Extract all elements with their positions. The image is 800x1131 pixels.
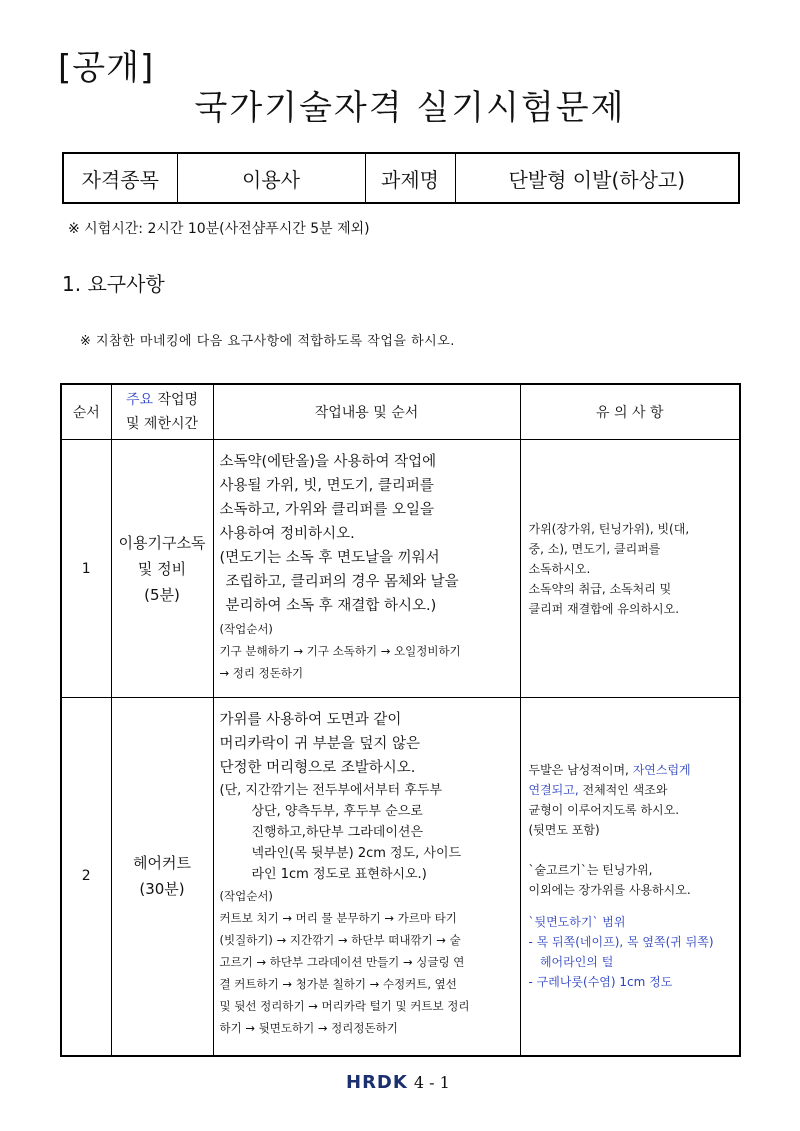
note-text: 두발은 남성적이며, bbox=[528, 763, 633, 778]
content-line: 단정한 머리형으로 조발하시오. bbox=[219, 760, 416, 776]
content-line: 사용하여 정비하시오. bbox=[219, 526, 355, 542]
note-line bbox=[529, 760, 732, 780]
content-line: 및 뒷선 정리하기 → 머리카락 털기 및 커트보 정리 bbox=[219, 999, 470, 1013]
row-content bbox=[213, 440, 520, 698]
content-line: 결 커트하기 → 청가분 칠하기 → 수정커트, 옆선 bbox=[219, 977, 457, 991]
row-notes bbox=[520, 698, 740, 1056]
task-name-line: 이용기구소독 bbox=[118, 533, 206, 552]
note-line: `뒷면도하기` 범위 bbox=[528, 915, 626, 930]
note-line: 소독약의 취급, 소독처리 및 bbox=[528, 581, 672, 596]
note-line: 헤어라인의 털 bbox=[528, 955, 614, 970]
document-title: 국가기술자격 실기시험문제 bbox=[194, 88, 626, 128]
task-label: 과제명 bbox=[365, 153, 455, 203]
content-line: (작업순서) bbox=[219, 622, 273, 636]
content-line: (단, 지간깎기는 전두부에서부터 후두부 bbox=[219, 783, 443, 798]
note-highlight: 연결되고, bbox=[528, 783, 579, 798]
content-line: (빗질하기) → 지간깎기 → 하단부 떠내깎기 → 숱 bbox=[219, 933, 461, 947]
task-value: 단발형 이발(하상고) bbox=[455, 153, 739, 203]
task-name-line: 및 정비 bbox=[137, 559, 187, 578]
field-label: 자격종목 bbox=[63, 153, 177, 203]
field-value: 이용사 bbox=[177, 153, 365, 203]
table-row bbox=[61, 440, 740, 698]
note-line: (뒷면도 포함) bbox=[528, 823, 600, 838]
header-main-line2: 및 제한시간 bbox=[125, 416, 199, 432]
requirements-table bbox=[60, 383, 741, 1057]
note-line bbox=[529, 840, 732, 860]
page-number: 4 - 1 bbox=[413, 1073, 450, 1092]
instruction-text: ※ 지참한 마네킹에 다음 요구사항에 적합하도록 작업을 하시오. bbox=[80, 334, 455, 349]
content-line: 진행하고,하단부 그라데이션은 bbox=[251, 825, 424, 840]
task-name-line: (5분) bbox=[144, 585, 180, 604]
row-order: 2 bbox=[61, 698, 111, 1056]
content-line: 상단, 양측두부, 후두부 순으로 bbox=[251, 804, 423, 819]
note-line: 이외에는 장가위를 사용하시오. bbox=[528, 883, 691, 898]
header-main-rest: 작업명 bbox=[153, 392, 199, 408]
table-header-row bbox=[61, 384, 740, 440]
content-line: 커트보 치기 → 머리 물 분무하기 → 가르마 타기 bbox=[219, 911, 457, 925]
header-order: 순서 bbox=[61, 384, 111, 440]
note-line: 소독하시오. bbox=[528, 561, 591, 576]
exam-info-table bbox=[62, 152, 740, 204]
row-notes bbox=[520, 440, 740, 698]
header-main-task bbox=[111, 384, 213, 440]
content-line: 소독하고, 가위와 클리퍼를 오일을 bbox=[219, 502, 435, 518]
content-line: 가위를 사용하여 도면과 같이 bbox=[219, 712, 402, 728]
content-line: 조립하고, 클리퍼의 경우 몸체와 날을 bbox=[225, 574, 459, 590]
content-line: 머리카락이 귀 부분을 덮지 않은 bbox=[219, 736, 421, 752]
note-line: 클리퍼 재결합에 유의하시오. bbox=[528, 601, 680, 616]
note-line bbox=[529, 780, 732, 800]
note-line: `숱고르기`는 틴닝가위, bbox=[528, 863, 653, 878]
row-task-name bbox=[111, 698, 213, 1056]
header-main-prefix: 주요 bbox=[125, 392, 154, 408]
note-text: 전체적인 색조와 bbox=[578, 783, 668, 798]
content-line: → 정리 정돈하기 bbox=[219, 666, 304, 680]
note-line: 균형이 이루어지도록 하시오. bbox=[528, 803, 680, 818]
note-line: - 목 뒤쪽(네이프), 목 옆쪽(귀 뒤쪽) bbox=[528, 935, 714, 950]
content-line: 고르기 → 하단부 그라데이션 만들기 → 싱글링 연 bbox=[219, 955, 465, 969]
section-title: 1. 요구사항 bbox=[62, 272, 165, 296]
header-content: 작업내용 및 순서 bbox=[213, 384, 520, 440]
row-order: 1 bbox=[61, 440, 111, 698]
content-line: 하기 → 뒷면도하기 → 정리정돈하기 bbox=[219, 1021, 398, 1035]
row-task-name bbox=[111, 440, 213, 698]
visibility-tag: [공개] bbox=[58, 48, 155, 88]
content-line: 라인 1cm 정도로 표현하시오.) bbox=[251, 867, 427, 882]
content-line: 분리하여 소독 후 재결합 하시오.) bbox=[225, 598, 437, 614]
task-name-line: (30분) bbox=[139, 880, 185, 899]
exam-time-note: ※ 시험시간: 2시간 10분(사전샴푸시간 5분 제외) bbox=[68, 221, 370, 237]
content-line: (작업순서) bbox=[219, 889, 273, 903]
note-line: 중, 소), 면도기, 클리퍼를 bbox=[528, 541, 661, 556]
content-line: 사용될 가위, 빗, 면도기, 클리퍼를 bbox=[219, 478, 434, 494]
content-line: 소독약(에탄올)을 사용하여 작업에 bbox=[219, 454, 437, 470]
note-line: 가위(장가위, 틴닝가위), 빗(대, bbox=[528, 521, 690, 536]
task-name-line: 헤어커트 bbox=[133, 854, 191, 873]
note-highlight: 자연스럽게 bbox=[632, 763, 691, 778]
note-line: - 구레나룻(수염) 1cm 정도 bbox=[528, 975, 673, 990]
row-content bbox=[213, 698, 520, 1056]
header-notes: 유 의 사 항 bbox=[520, 384, 740, 440]
content-line: 넥라인(목 뒷부분) 2cm 정도, 사이드 bbox=[251, 846, 462, 861]
table-row bbox=[61, 698, 740, 1056]
content-line: 기구 분해하기 → 기구 소독하기 → 오일정비하기 bbox=[219, 644, 461, 658]
hrdk-logo: HRDK bbox=[346, 1072, 408, 1093]
page-footer bbox=[346, 1072, 450, 1093]
content-line: (면도기는 소독 후 면도날을 끼워서 bbox=[219, 550, 440, 566]
